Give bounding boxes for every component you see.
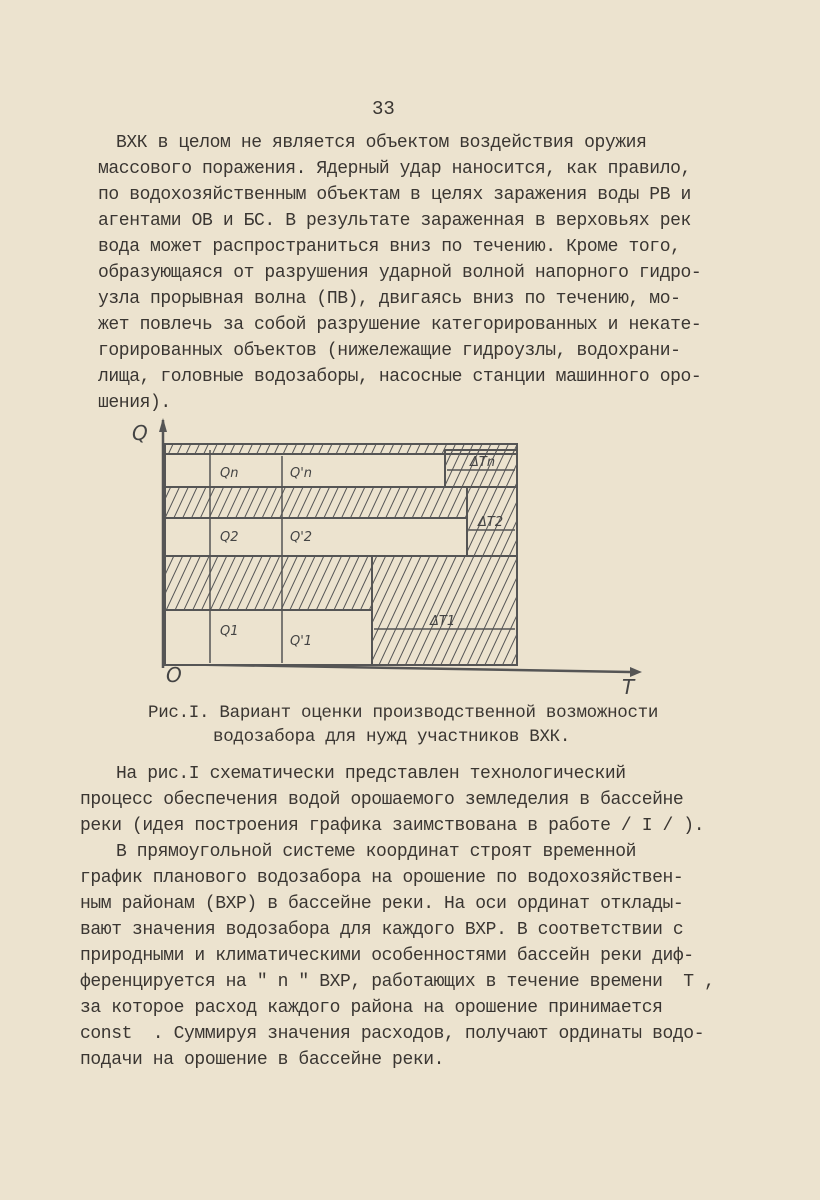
page-number: 33: [372, 98, 395, 120]
label-qn: Qn: [220, 466, 239, 481]
text-line: шения).: [98, 393, 171, 413]
label-q1: Q1: [220, 624, 239, 639]
text-line: по водохозяйственным объектам в целях заражения воды РВ и: [98, 185, 691, 205]
text-line: ВХК в целом не является объектом воздействия оружия: [116, 133, 647, 153]
text-line: массового поражения. Ядерный удар наносится, как правило,: [98, 159, 691, 179]
text-line: реки (идея построения графика заимствована в работе / I / ).: [80, 816, 705, 836]
text-line: график планового водозабора на орошение по водохозяйствен-: [80, 868, 684, 888]
label-dt1: ΔT1: [430, 614, 456, 629]
text-line: вода может распространиться вниз по течению. Кроме того,: [98, 237, 681, 257]
text-line: В прямоугольной системе координат строят временной: [116, 842, 637, 862]
text-line: На рис.I схематически представлен технологический: [116, 764, 626, 784]
text-line: лища, головные водозаборы, насосные станции машинного оро-: [98, 367, 702, 387]
origin-label: O: [166, 663, 182, 687]
label-q1-prime: Q'1: [290, 634, 313, 649]
text-line: жет повлечь за собой разрушение категорированных и некате-: [98, 315, 702, 335]
text-line: образующаяся от разрушения ударной волной напорного гидро-: [98, 263, 702, 283]
text-line: природными и климатическими особенностями бассейн реки диф-: [80, 946, 694, 966]
text-line: ным районам (ВХР) в бассейне реки. На оси ординат отклады-: [80, 894, 684, 914]
x-axis-label: T: [622, 675, 635, 699]
text-line: подачи на орошение в бассейне реки.: [80, 1050, 445, 1070]
text-line: const . Суммируя значения расходов, получают ординаты водо-: [80, 1024, 705, 1044]
figure-caption-line: водозабора для нужд участников ВХК.: [213, 727, 571, 747]
text-line: процесс обеспечения водой орошаемого земледелия в бассейне: [80, 790, 684, 810]
y-axis-label: Q: [132, 421, 148, 445]
text-line: узла прорывная волна (ПВ), двигаясь вниз по течению, мо-: [98, 289, 681, 309]
label-dt2: ΔT2: [478, 515, 504, 530]
label-qn-prime: Q'n: [290, 466, 313, 481]
figure-caption-line: Рис.I. Вариант оценки производственной возможности: [148, 703, 659, 723]
text-line: ференцируется на " n " ВХР, работающих в течение времени T ,: [80, 972, 715, 992]
text-line: горированных объектов (нижележащие гидроузлы, водохрани-: [98, 341, 681, 361]
label-q2: Q2: [220, 530, 239, 545]
label-q2-prime: Q'2: [290, 530, 313, 545]
text-line: вают значения водозабора для каждого ВХР. В соответствии с: [80, 920, 684, 940]
label-dtn: ΔTn: [470, 455, 496, 470]
text-line: за которое расход каждого района на орошение принимается: [80, 998, 663, 1018]
text-line: агентами ОВ и БС. В результате зараженная в верховьях рек: [98, 211, 691, 231]
